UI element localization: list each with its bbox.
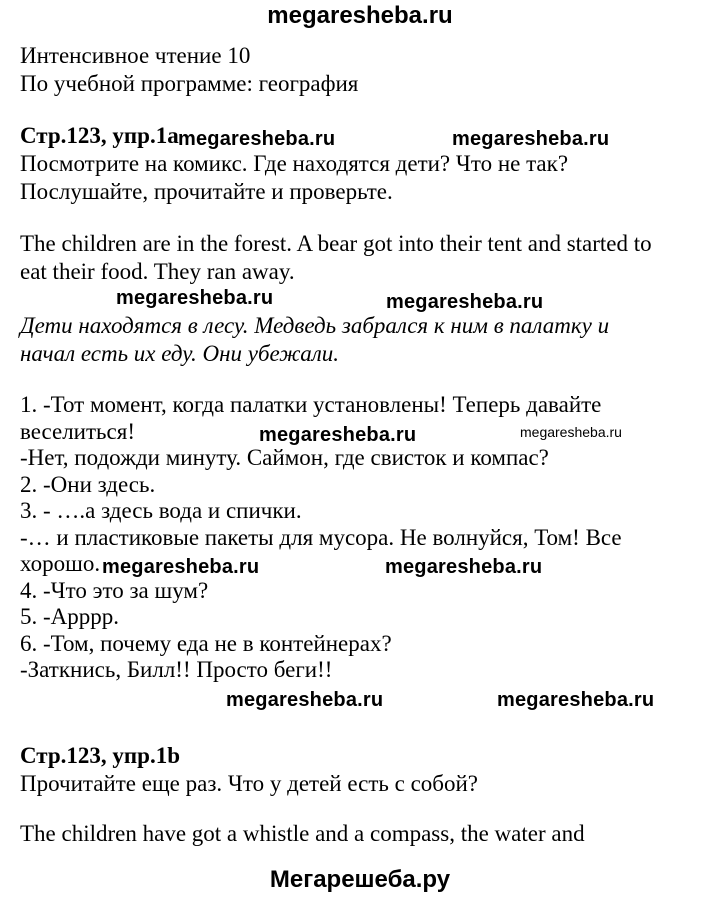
task-1b-instruction: Прочитайте еще раз. Что у детей есть с собой? xyxy=(20,771,479,796)
dialogue-line: 1. -Тот момент, когда палатки установлены! Теперь давайте xyxy=(20,392,602,417)
task-1b-heading: Стр.123, упр.1b xyxy=(20,743,181,768)
dialogue-line: 4. -Что это за шум? xyxy=(20,577,209,603)
dialogue-line: хорошо. xyxy=(20,551,101,576)
answer-en-line-2: eat their food. They ran away. xyxy=(20,259,295,284)
watermark-text-small: megaresheba.ru xyxy=(520,424,622,440)
task-1a-instruction-2: Послушайте, прочитайте и проверьте. xyxy=(20,179,393,204)
answer-en-line-1: The children are in the forest. A bear got into their tent and started to xyxy=(20,231,652,256)
dialogue-line: 2. -Они здесь. xyxy=(20,471,156,497)
watermark-text: megaresheba.ru xyxy=(259,424,417,446)
intro-block xyxy=(20,42,710,98)
watermark-text: megaresheba.ru xyxy=(452,128,610,150)
watermark-text: megaresheba.ru xyxy=(116,287,274,309)
header-watermark: megaresheba.ru xyxy=(267,2,453,29)
task-1a-heading: Стр.123, упр.1а xyxy=(20,123,179,148)
answer-ru-line-2: начал есть их еду. Они убежали. xyxy=(20,341,340,366)
watermark-text: megaresheba.ru xyxy=(386,291,544,313)
footer-watermark: Мегарешеба.ру xyxy=(269,866,451,893)
task-1a-answer-ru xyxy=(20,312,710,368)
watermark-text: megaresheba.ru xyxy=(226,689,384,711)
watermark-text: megaresheba.ru xyxy=(385,556,543,578)
dialogue-line: -… и пластиковые пакеты для мусора. Не волнуйся, Том! Все xyxy=(20,524,622,550)
task-1a-answer-en xyxy=(20,230,710,286)
dialogue-line: -Заткнись, Билл!! Просто беги!! xyxy=(20,657,333,682)
watermark-text: megaresheba.ru xyxy=(497,689,655,711)
watermark-text: megaresheba.ru xyxy=(102,556,260,578)
intro-line-1: Интенсивное чтение 10 xyxy=(20,43,251,68)
dialogue-line: 6. -Том, почему еда не в контейнерах? xyxy=(20,630,392,656)
dialogue-line: веселиться! xyxy=(20,418,135,444)
intro-line-2: По учебной программе: география xyxy=(20,71,359,96)
task-1a-instruction-1: Посмотрите на комикс. Где находятся дети? Что не так? xyxy=(20,151,569,176)
dialogue-line: 5. -Арррр. xyxy=(20,604,120,629)
task-1b-answer xyxy=(20,820,710,848)
task-1b-answer-line-1: The children have got a whistle and a compass, the water and xyxy=(20,821,585,846)
answer-ru-line-1: Дети находятся в лесу. Медведь забрался к ним в палатку и xyxy=(20,313,610,338)
dialogue-line: -Нет, подожди минуту. Саймон, где свисток и компас? xyxy=(20,445,549,470)
watermark-text: megaresheba.ru xyxy=(178,128,336,150)
task-1b-block xyxy=(20,742,710,798)
dialogue-line: 3. - ….а здесь вода и спички. xyxy=(20,498,302,523)
